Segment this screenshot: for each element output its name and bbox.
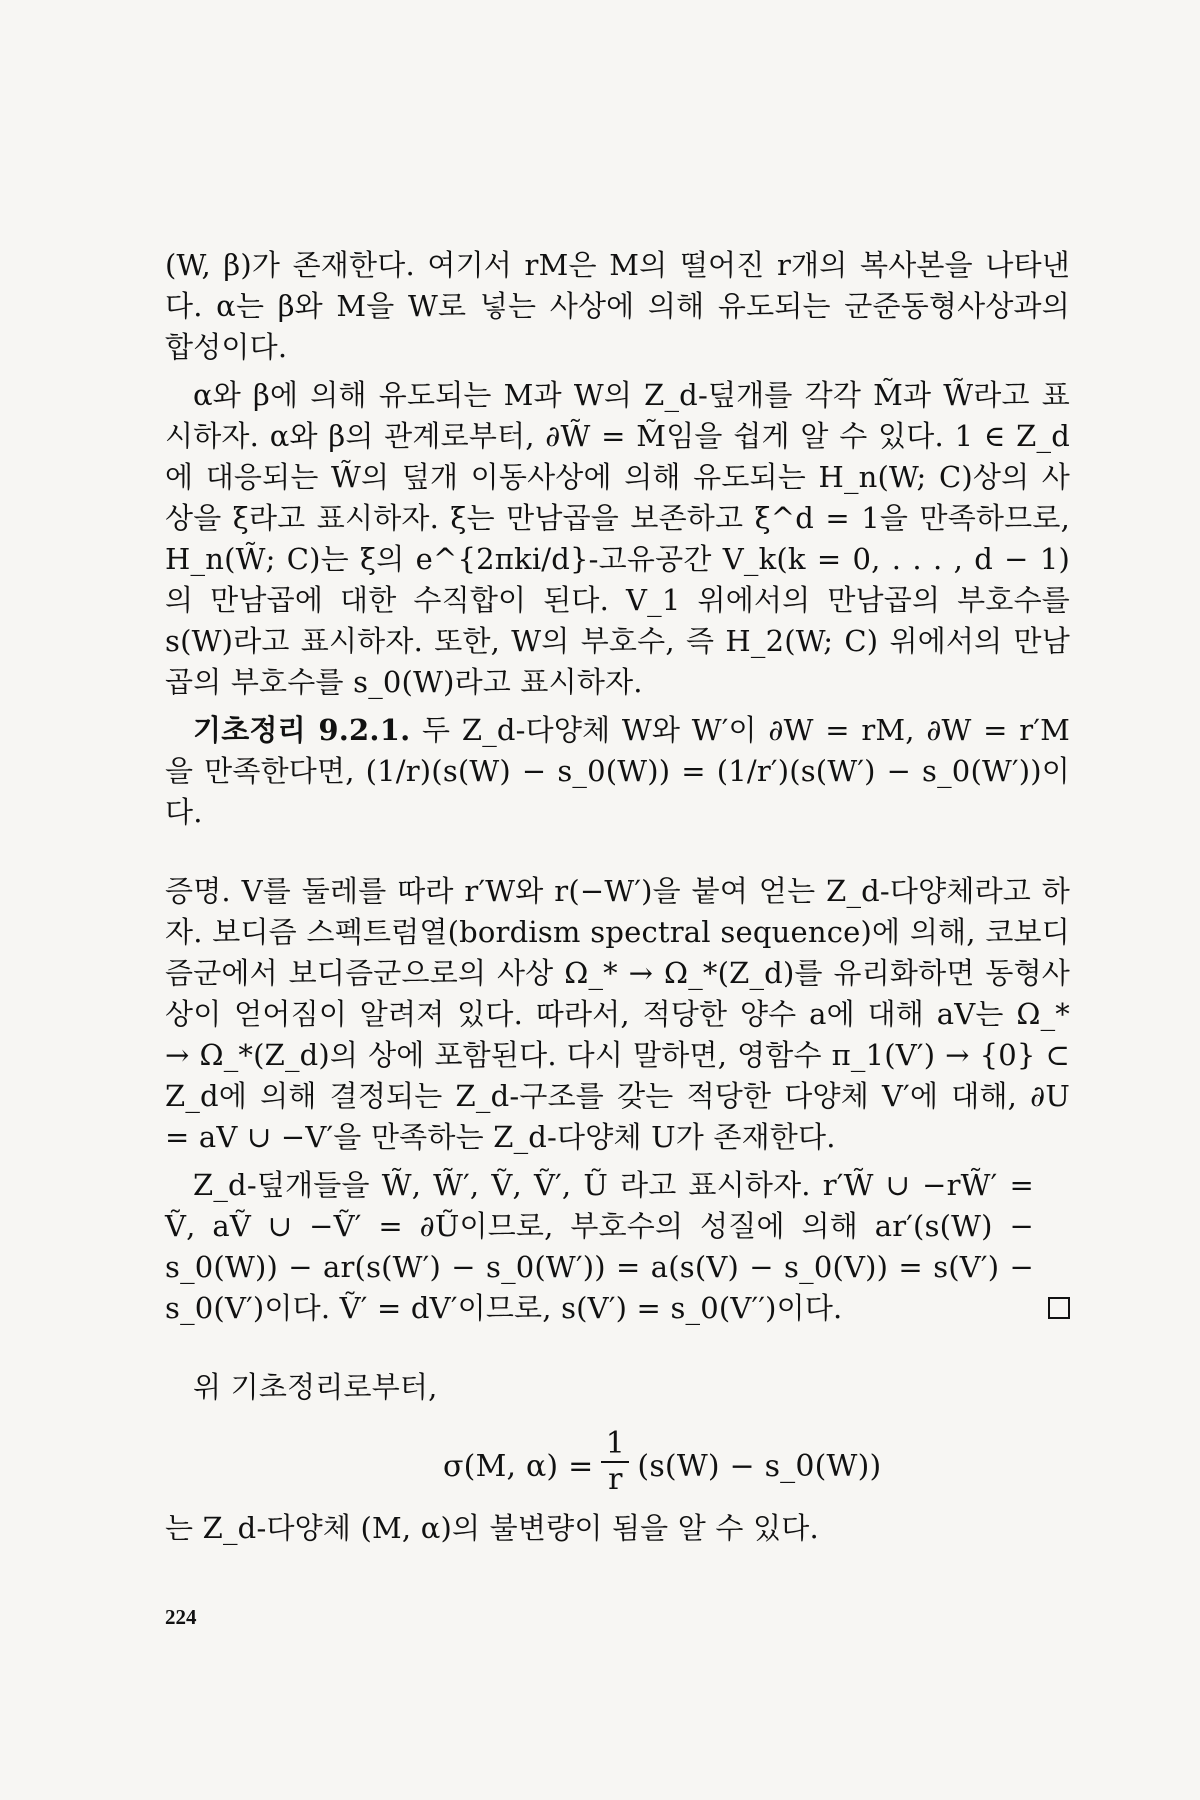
lemma-text: 두 Z_d-다양체 W와 W′이 ∂W = rM, ∂W = r′M을 만족한다면, (1/r)(s(W) − s_0(W)) = (1/r′)(s(W′) − s_0(W′))이다.: [165, 713, 1070, 829]
proof-paragraph-1: 증명. V를 둘레를 따라 r′W와 r(−W′)을 붙여 얻는 Z_d-다양체라고 하자. 보디즘 스펙트럼열(bordism spectral sequence)에 의해, 코보디즘군에서 보디즘군으로의 사상 Ω_* → Ω_*(Z_d)를 유리화하면 동형사상이 얻어짐이 알려져 있다. 따라서, 적당한 양수 a에 대해 aV는 Ω_* → Ω_*(Z_d)의 상에 포함된다. 다시 말하면, 영함수 π_1(V′) → {0} ⊂ Z_d에 의해 결정되는 Z_d-구조를 갖는 적당한 다양체 V′에 대해, ∂U = aV ∪ −V′을 만족하는 Z_d-다양체 U가 존재한다.: [165, 874, 1070, 1154]
display-formula: [443, 1424, 1070, 1508]
page-content: [165, 245, 1070, 1549]
conclusion-lead: 위 기초정리로부터,: [193, 1370, 438, 1404]
paragraph-1: (W, β)가 존재한다. 여기서 rM은 M의 떨어진 r개의 복사본을 나타낸다. α는 β와 M을 W로 넣는 사상에 의해 유도되는 군준동형사상과의 합성이다.: [165, 248, 1070, 364]
lemma-statement: [165, 710, 1070, 833]
proof-paragraph-2: Z_d-덮개들을 W̃, W̃′, Ṽ, Ṽ′, Ũ 라고 표시하자. r′W̃ ∪ −rW̃′ = Ṽ, aṼ ∪ −Ṽ′ = ∂Ũ이므로, 부호수의 성질에 의해 ar′(s(W) − s_0(W)) − ar(s(W′) − s_0(W′)) = a(s(V) − s_0(V)) = s(V′) − s_0(V′)이다. Ṽ′ = dV′이므로, s(V′) = s_0(V′′)이다.: [165, 1168, 1034, 1325]
formula-denominator: r: [608, 1462, 623, 1497]
qed-square-icon: [1048, 1297, 1070, 1319]
formula-lhs: σ(M, α) =: [443, 1448, 594, 1484]
conclusion-tail: 는 Z_d-다양체 (M, α)의 불변량이 됨을 알 수 있다.: [165, 1511, 819, 1545]
paragraph-2: α와 β에 의해 유도되는 M과 W의 Z_d-덮개를 각각 M̃과 W̃라고 표시하자. α와 β의 관계로부터, ∂W̃ = M̃임을 쉽게 알 수 있다. 1 ∈ Z_d에 대응되는 W̃의 덮개 이동사상에 의해 유도되는 H_n(W; C)상의 사상을 ξ라고 표시하자. ξ는 만남곱을 보존하고 ξ^d = 1을 만족하므로, H_n(W̃; C)는 ξ의 e^{2πki/d}-고유공간 V_k(k = 0, . . . , d − 1) 의 만남곱에 대한 수직합이 된다. V_1 위에서의 만남곱의 부호수를 s(W)라고 표시하자. 또한, W의 부호수, 즉 H_2(W; C) 위에서의 만남곱의 부호수를 s_0(W)라고 표시하자.: [165, 378, 1070, 699]
formula-fraction: [601, 1426, 629, 1497]
proof-paragraph-2-row: [165, 1165, 1070, 1329]
formula-rhs: (s(W) − s_0(W)): [637, 1448, 882, 1484]
lemma-heading: 기초정리 9.2.1.: [193, 713, 411, 747]
page-number: 224: [165, 1605, 197, 1629]
formula-numerator: 1: [605, 1426, 626, 1461]
